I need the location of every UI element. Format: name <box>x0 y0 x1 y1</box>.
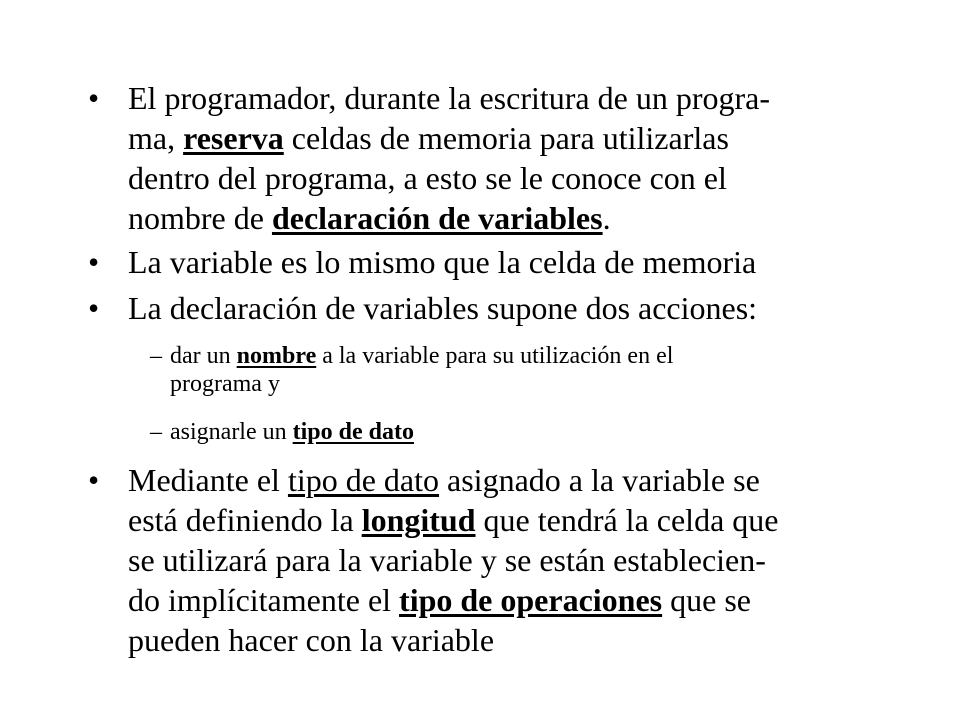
emphasis-nombre: nombre <box>236 343 317 369</box>
emphasis-tipo-de-dato-plain: tipo de dato <box>287 462 440 498</box>
bullet-text <box>128 242 888 282</box>
sub-bullet-line: dar un nombre a la variable para su utilización en el <box>170 343 674 369</box>
bullet-text <box>128 78 888 238</box>
bullet-marker: • <box>88 290 100 326</box>
bullet-text <box>128 288 888 328</box>
sub-bullet-text <box>170 342 870 398</box>
sub-bullet-line: asignarle un tipo de dato <box>170 419 414 445</box>
emphasis-declaracion-de-variables: declaración de variables <box>271 200 603 236</box>
bullet-line: La variable es lo mismo que la celda de memoria <box>128 244 757 280</box>
sub-bullet-line: programa y <box>170 371 280 397</box>
bullet-line: pueden hacer con la variable <box>128 622 495 658</box>
bullet-line: se utilizará para la variable y se están establecien- <box>128 542 766 578</box>
bullet-line: nombre de declaración de variables. <box>128 200 611 236</box>
bullet-line: do implícitamente el tipo de operaciones que se <box>128 582 751 618</box>
bullet-text <box>128 460 888 660</box>
bullet-line: ma, reserva celdas de memoria para utilizarlas <box>128 120 729 156</box>
emphasis-tipo-de-operaciones: tipo de operaciones <box>399 582 663 618</box>
sub-bullet-text <box>170 418 870 446</box>
bullet-marker: • <box>88 80 100 116</box>
bullet-marker: • <box>88 244 100 280</box>
sub-bullet-marker: – <box>150 419 162 445</box>
emphasis-tipo-de-dato: tipo de dato <box>292 419 414 445</box>
sub-bullet-marker: – <box>150 343 162 369</box>
bullet-line: dentro del programa, a esto se le conoce con el <box>128 160 727 196</box>
bullet-line: Mediante el tipo de dato asignado a la variable se <box>128 462 760 498</box>
bullet-marker: • <box>88 462 100 498</box>
emphasis-reserva: reserva <box>183 120 284 156</box>
bullet-line: está definiendo la longitud que tendrá la celda que <box>128 502 779 538</box>
bullet-line: La declaración de variables supone dos acciones: <box>128 290 758 326</box>
bullet-line: El programador, durante la escritura de un progra- <box>128 80 770 116</box>
emphasis-longitud: longitud <box>361 502 476 538</box>
